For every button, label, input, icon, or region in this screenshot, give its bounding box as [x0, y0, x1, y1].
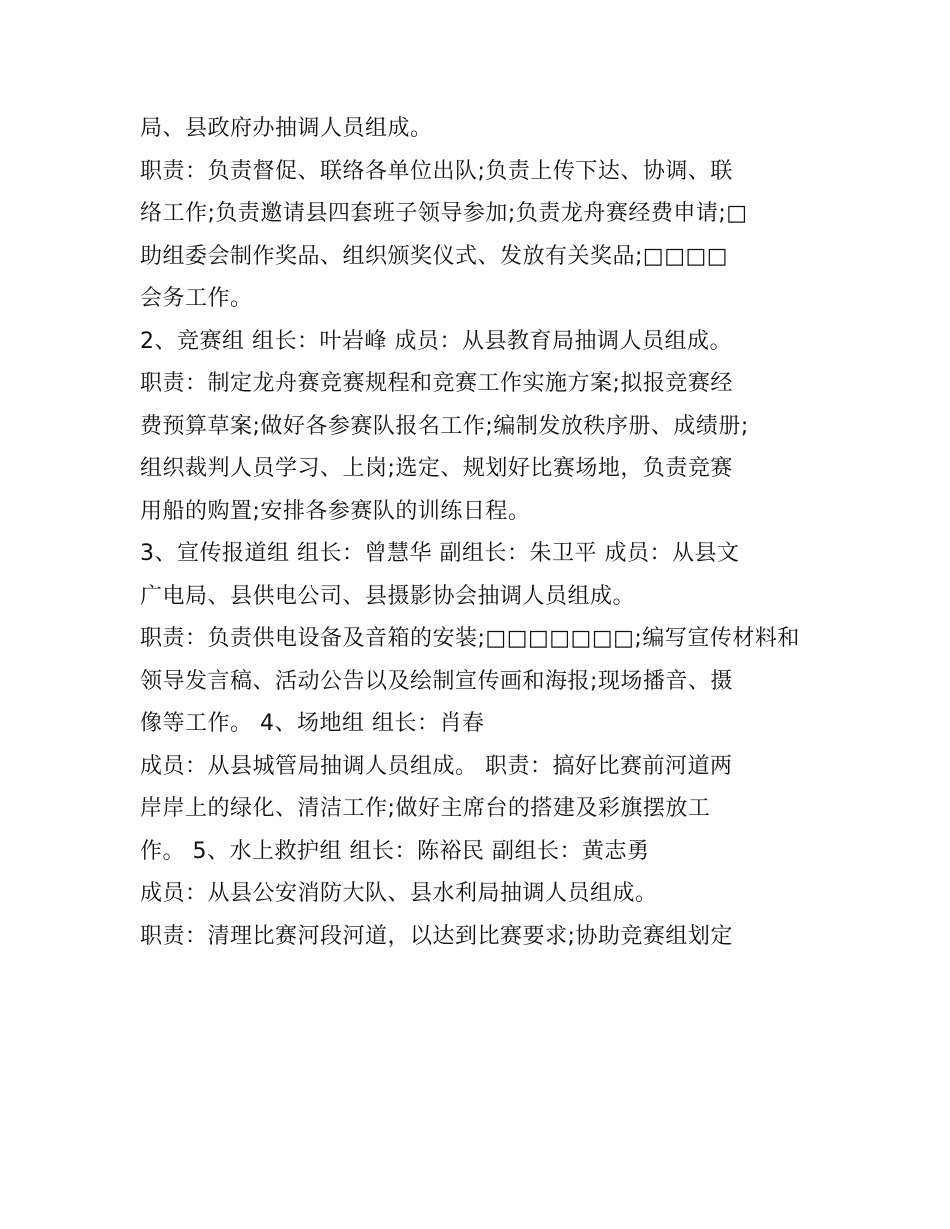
text-line-3: 络工作;负责邀请县四套班子领导参加;负责龙舟赛经费申请;□	[140, 201, 748, 226]
text-line-7: 职责：制定龙舟赛竞赛规程和竞赛工作实施方案;拟报竞赛经	[140, 371, 733, 396]
text-line-13: 职责：负责供电设备及音箱的安装;□□□□□□□;编写宣传材料和	[140, 626, 800, 651]
text-line-19: 成员：从县公安消防大队、县水利局抽调人员组成。	[140, 881, 658, 906]
text-line-10: 用船的购置;安排各参赛队的训练日程。	[140, 498, 531, 524]
text-line-15: 像等工作。 4、场地组 组长：肖春	[140, 711, 485, 736]
text-line-11: 3、宣传报道组 组长：曾慧华 副组长：朱卫平 成员：从县文	[140, 541, 740, 566]
body-text	[140, 108, 820, 958]
text-line-2: 职责：负责督促、联络各单位出队;负责上传下达、协调、联	[140, 158, 733, 184]
text-line-4: 助组委会制作奖品、组织颁奖仪式、发放有关奖品;□□□□	[140, 243, 729, 269]
text-line-17: 岸岸上的绿化、清洁工作;做好主席台的搭建及彩旗摆放工	[140, 796, 711, 821]
text-line-18: 作。 5、水上救护组 组长：陈裕民 副组长：黄志勇	[140, 838, 650, 864]
text-line-12: 广电局、县供电公司、县摄影协会抽调人员组成。	[140, 583, 636, 609]
text-line-6: 2、竞赛组 组长：叶岩峰 成员：从县教育局抽调人员组成。	[140, 328, 732, 354]
text-line-16: 成员：从县城管局抽调人员组成。 职责：搞好比赛前河道两	[140, 753, 733, 779]
text-line-8: 费预算草案;做好各参赛队报名工作;编制发放秩序册、成绩册;	[140, 413, 749, 439]
text-line-14: 领导发言稿、活动公告以及绘制宣传画和海报;现场播音、摄	[140, 668, 733, 694]
text-line-1: 局、县政府办抽调人员组成。	[140, 116, 433, 141]
text-line-9: 组织裁判人员学习、上岗;选定、规划好比赛场地，负责竞赛	[140, 456, 733, 481]
text-line-20: 职责：清理比赛河段河道，以达到比赛要求;协助竞赛组划定	[140, 923, 733, 949]
text-line-5: 会务工作。	[140, 286, 253, 311]
